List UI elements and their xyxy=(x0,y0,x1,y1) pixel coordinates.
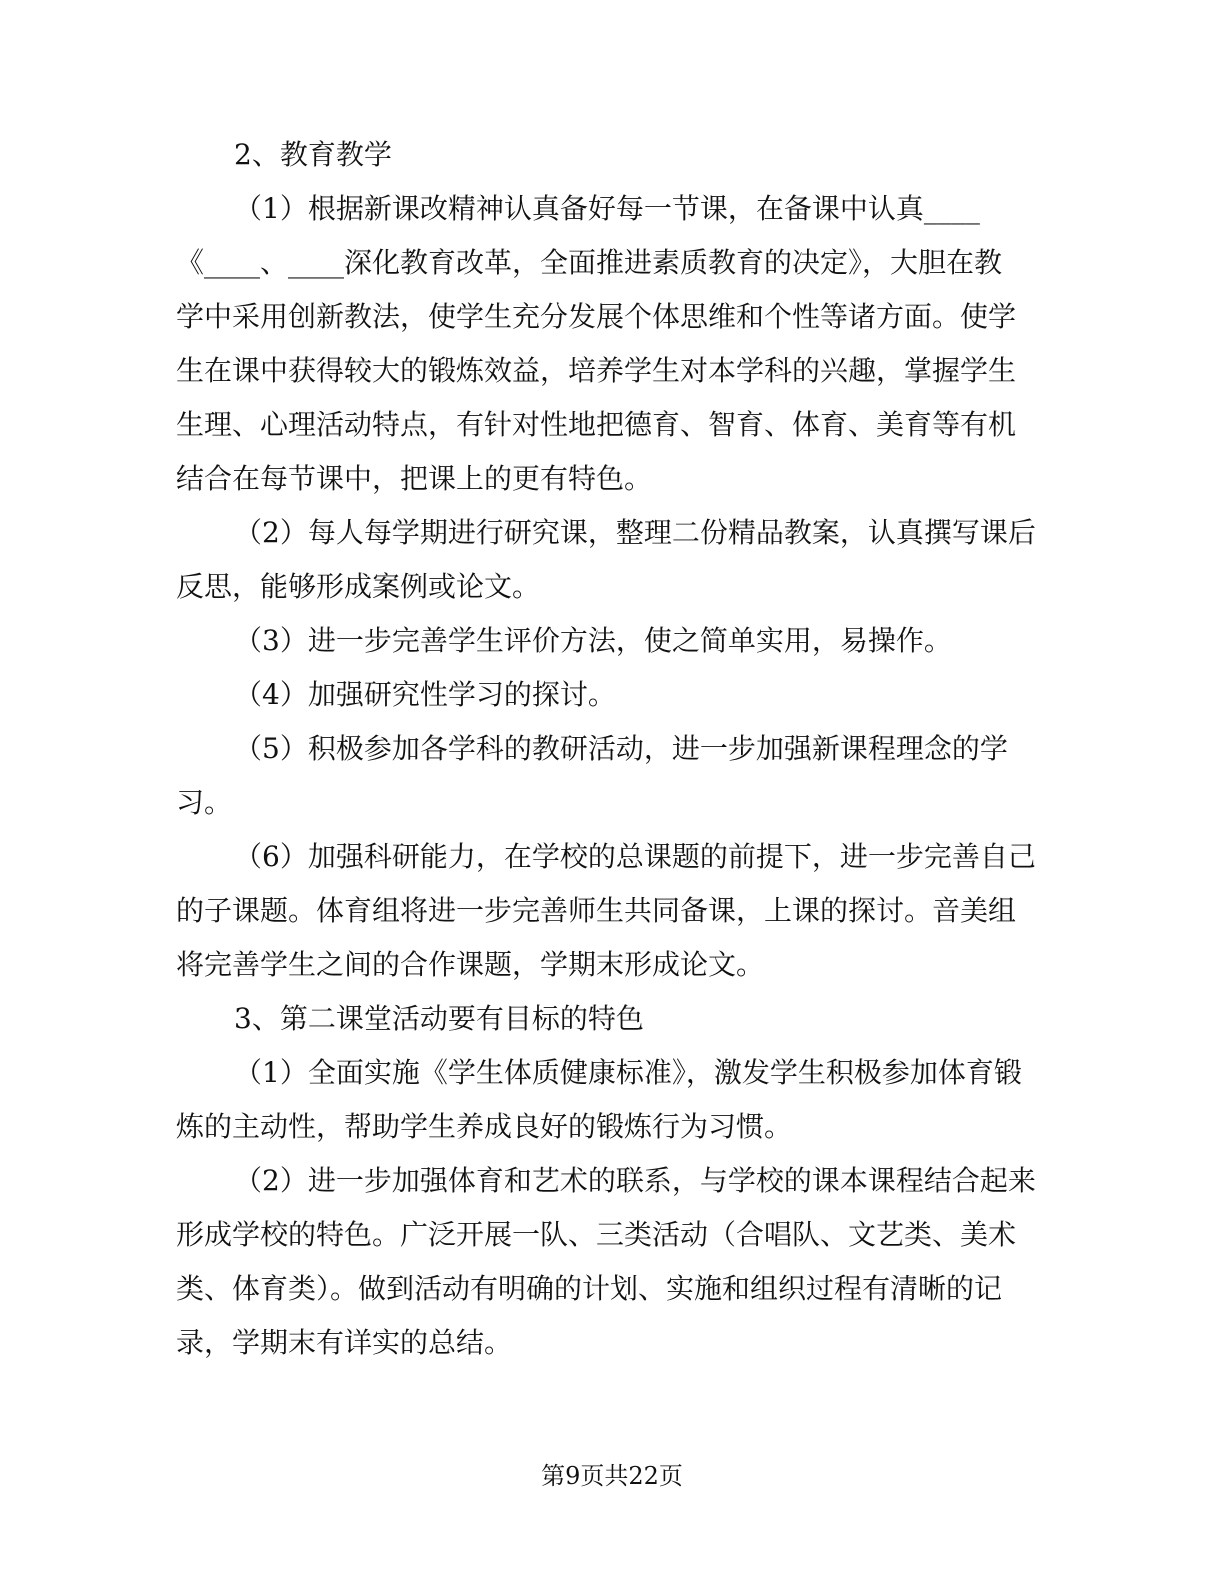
paragraph-line: （6）加强科研能力，在学校的总课题的前提下，进一步完善自己 xyxy=(234,840,1036,873)
paragraph-line: 《____、____深化教育改革，全面推进素质教育的决定》，大胆在教 xyxy=(176,246,1003,279)
paragraph-line: 结合在每节课中，把课上的更有特色。 xyxy=(176,462,653,495)
paragraph-line: （1）全面实施《学生体质健康标准》，激发学生积极参加体育锻 xyxy=(234,1056,1022,1089)
paragraph-line: 生在课中获得较大的锻炼效益，培养学生对本学科的兴趣，掌握学生 xyxy=(176,354,1017,387)
paragraph-line: （2）每人每学期进行研究课，整理二份精品教案，认真撰写课后 xyxy=(234,516,1036,549)
paragraph-line: 生理、心理活动特点，有针对性地把德育、智育、体育、美育等有机 xyxy=(176,408,1017,441)
section-heading-activities: 3、第二课堂活动要有目标的特色 xyxy=(234,1002,644,1035)
paragraph-line: 类、体育类）。做到活动有明确的计划、实施和组织过程有清晰的记 xyxy=(176,1272,1003,1305)
paragraph-line: （2）进一步加强体育和艺术的联系，与学校的课本课程结合起来 xyxy=(234,1164,1036,1197)
document-body xyxy=(176,128,1036,1370)
page-number-footer: 第9页共22页 xyxy=(541,1462,683,1490)
paragraph-line: （3）进一步完善学生评价方法，使之简单实用，易操作。 xyxy=(234,624,952,657)
paragraph-line: （5）积极参加各学科的教研活动，进一步加强新课程理念的学 xyxy=(234,732,1008,765)
paragraph-line: 反思，能够形成案例或论文。 xyxy=(176,570,541,603)
paragraph-line: 的子课题。体育组将进一步完善师生共同备课，上课的探讨。音美组 xyxy=(176,894,1017,927)
paragraph-line: 将完善学生之间的合作课题，学期末形成论文。 xyxy=(176,948,765,981)
section-heading-teaching: 2、教育教学 xyxy=(234,138,392,171)
paragraph-line: 学中采用创新教法，使学生充分发展个体思维和个性等诸方面。使学 xyxy=(176,300,1017,333)
paragraph-line: （4）加强研究性学习的探讨。 xyxy=(234,678,616,711)
paragraph-line: 录，学期末有详实的总结。 xyxy=(176,1326,513,1359)
paragraph-line: （1）根据新课改精神认真备好每一节课，在备课中认真____ xyxy=(234,192,980,225)
paragraph-line: 形成学校的特色。广泛开展一队、三类活动（合唱队、文艺类、美术 xyxy=(176,1218,1017,1251)
paragraph-line: 炼的主动性，帮助学生养成良好的锻炼行为习惯。 xyxy=(176,1110,793,1143)
paragraph-line: 习。 xyxy=(176,786,233,819)
